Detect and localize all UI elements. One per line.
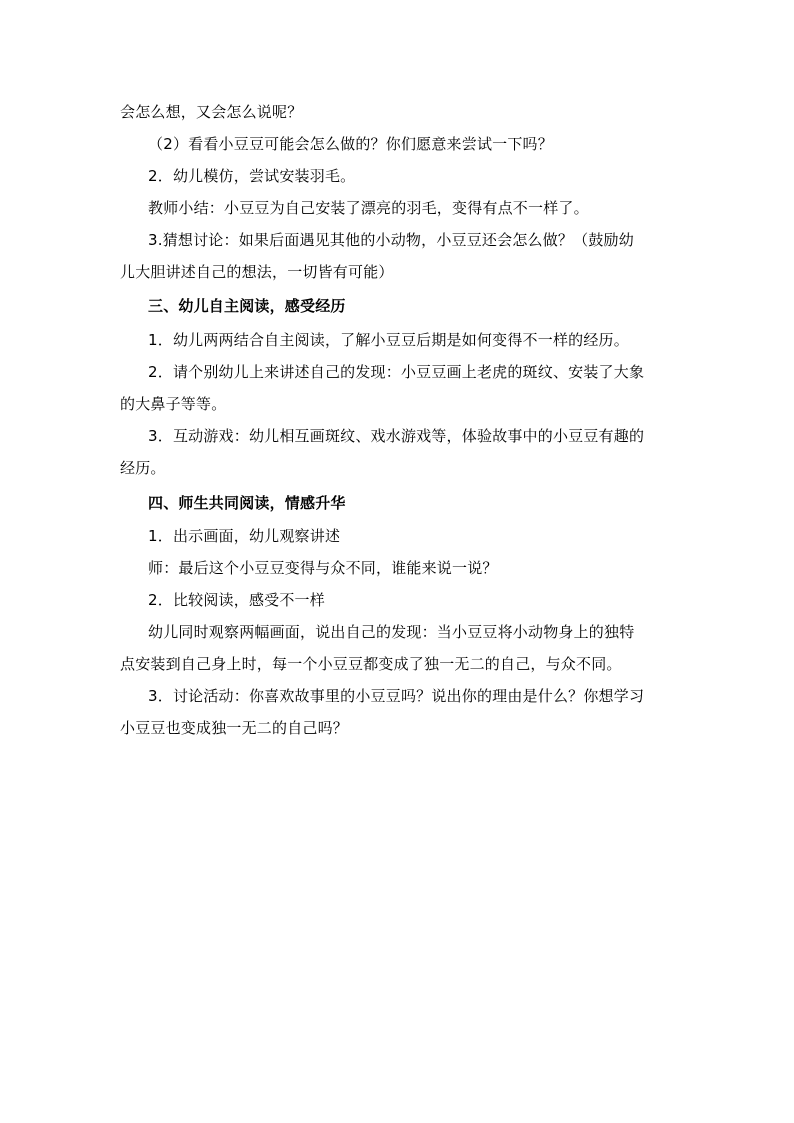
paragraph-line: 3.猜想讨论：如果后面遇见其他的小动物，小豆豆还会怎么做？（鼓励幼 [148,231,634,249]
paragraph-line: 会怎么想，又会怎么说呢？ [120,103,303,121]
paragraph-line: （2）看看小豆豆可能会怎么做的？你们愿意来尝试一下吗？ [148,135,553,153]
paragraph-line: 小豆豆也变成独一无二的自己吗？ [120,719,349,737]
paragraph-line: 儿大胆讲述自己的想法，一切皆有可能） [120,263,394,281]
paragraph-line: 幼儿同时观察两幅画面，说出自己的发现：当小豆豆将小动物身上的独特 [148,623,635,641]
paragraph-line: 2．比较阅读，感受不一样 [148,591,325,609]
paragraph-line: 师：最后这个小豆豆变得与众不同，谁能来说一说？ [148,559,498,577]
section-heading: 三、幼儿自主阅读，感受经历 [148,297,346,315]
paragraph-line: 经历。 [120,459,166,477]
paragraph-line: 的大鼻子等等。 [120,395,227,413]
paragraph-line: 2．幼儿模仿，尝试安装羽毛。 [148,167,356,185]
paragraph-line: 点安装到自己身上时，每一个小豆豆都变成了独一无二的自己，与众不同。 [120,655,622,673]
paragraph-line: 3．讨论活动：你喜欢故事里的小豆豆吗？说出你的理由是什么？你想学习 [148,687,645,705]
paragraph-line: 2．请个别幼儿上来讲述自己的发现：小豆豆画上老虎的斑纹、安装了大象 [148,363,645,381]
paragraph-line: 3．互动游戏：幼儿相互画斑纹、戏水游戏等，体验故事中的小豆豆有趣的 [148,427,645,445]
paragraph-line: 教师小结：小豆豆为自己安装了漂亮的羽毛，变得有点不一样了。 [148,199,589,217]
paragraph-line: 1．出示画面，幼儿观察讲述 [148,527,341,545]
section-heading: 四、师生共同阅读，情感升华 [148,494,346,512]
paragraph-line: 1．幼儿两两结合自主阅读，了解小豆豆后期是如何变得不一样的经历。 [148,331,629,349]
